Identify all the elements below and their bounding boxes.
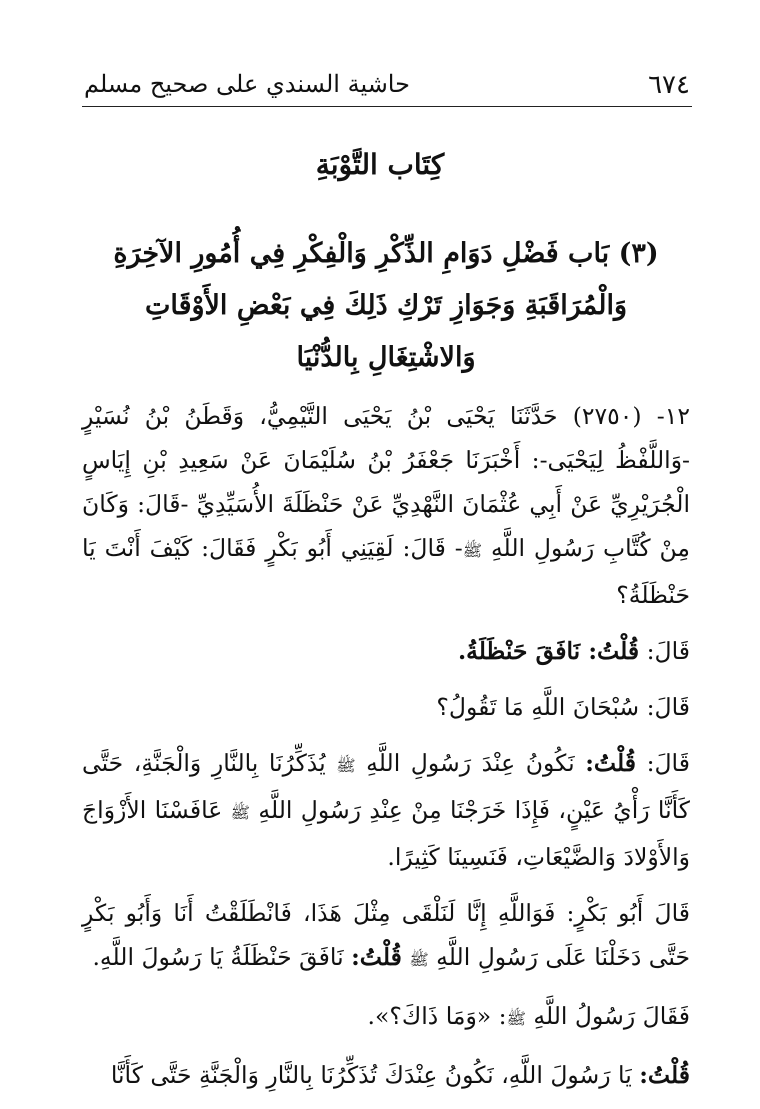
paragraph-4-text-c: عَافَسْنَا الأَزْوَاجَ وَالأَوْلادَ وَالضَّيْعَاتِ، فَنَسِينَا كَثِيرًا.	[82, 796, 690, 871]
paragraph-6	[82, 994, 690, 1041]
narration-opening: - قَالَ: لَقِيَنِي أَبُو بَكْرٍ فَقَالَ: كَيْفَ أَنْتَ يَا حَنْظَلَةُ؟	[82, 534, 690, 609]
salutation-glyph: ﷺ	[462, 541, 483, 560]
paragraph-2	[82, 629, 690, 673]
book-title: كِتَاب التَّوْبَةِ	[315, 148, 445, 181]
chapter-heading-line-2: وَالْمُرَاقَبَةِ وَجَوَازِ تَرْكِ ذَلِكَ فِي بَعْضِ الأَوْقَاتِ	[144, 290, 628, 321]
said-lead: قَالَ:	[646, 693, 690, 721]
speech-lead: قُلْتُ:	[351, 943, 402, 971]
said-lead: قَالَ:	[646, 749, 690, 777]
speech-text: قُلْتُ: نَافَقَ حَنْظَلَةُ.	[458, 637, 640, 665]
salutation-glyph: ﷺ	[230, 803, 250, 822]
chapter-heading-line-3: وَالاشْتِغَالِ بِالدُّنْيَا	[296, 342, 476, 373]
salutation-glyph: ﷺ	[336, 756, 356, 775]
said-lead: قَالَ:	[646, 637, 690, 665]
running-title: حاشية السندي على صحيح مسلم	[84, 70, 410, 98]
paragraph-5-text-b: نَافَقَ حَنْظَلَةُ يَا رَسُولَ اللَّهِ.	[92, 943, 344, 971]
paragraph-7	[82, 1053, 690, 1097]
paragraph-5-text-a: فَوَاللَّهِ إِنَّا لَنَلْقَى مِثْلَ هَذَا، فَانْطَلَقْتُ أَنَا وَأَبُو بَكْرٍ حَتَّى دَخَلْنَا عَلَى رَسُولِ اللَّهِ	[82, 899, 690, 971]
paragraph-isnad	[82, 394, 690, 617]
exclamation-text: سُبْحَانَ اللَّهِ مَا تَقُولُ؟	[436, 693, 640, 721]
salutation-glyph: ﷺ	[506, 1009, 526, 1028]
said-lead: قَالَ أَبُو بَكْرٍ:	[566, 899, 690, 927]
paragraph-6-text-a: فَقَالَ رَسُولُ اللَّهِ	[533, 1002, 690, 1030]
salutation-glyph: ﷺ	[409, 950, 429, 969]
paragraph-4	[82, 741, 690, 879]
paragraph-5	[82, 891, 690, 982]
page-header	[82, 62, 692, 107]
paragraph-6-text-b: : «وَمَا ذَاكَ؟».	[367, 1002, 507, 1030]
isnad-text: ١٢- (٢٧٥٠) حَدَّثَنَا يَحْيَى بْنُ يَحْيَى التَّيْمِيُّ، وَقَطَنُ بْنُ نُسَيْرٍ -وَاللَّفْظُ لِيَحْيَى-: أَخْبَرَنَا جَعْفَرُ بْنُ سُلَيْمَانَ عَنْ سَعِيدِ بْنِ إِيَاسٍ الْجُرَيْرِيِّ عَنْ أَبِي عُثْمَانَ النَّهْدِيِّ عَنْ حَنْظَلَةَ الأُسَيِّدِيِّ -قَالَ: وَكَانَ مِنْ كُتَّابِ رَسُولِ اللَّهِ	[82, 402, 690, 562]
chapter-heading	[86, 228, 686, 384]
paragraph-4-text-b: يُذَكِّرُنَا بِالنَّارِ وَالْجَنَّةِ، حَتَّى كَأَنَّا رَأْيُ عَيْنٍ، فَإِذَا خَرَجْنَا مِنْ عِنْدِ رَسُولِ اللَّهِ	[82, 749, 690, 824]
speech-lead: قُلْتُ:	[585, 749, 636, 777]
page-number: ٦٧٤	[648, 70, 690, 100]
paragraph-7-text: يَا رَسُولَ اللَّهِ، نَكُونُ عِنْدَكَ تُذَكِّرُنَا بِالنَّارِ وَالْجَنَّةِ حَتَّى كَأَنَّا	[110, 1061, 632, 1089]
paragraph-4-text-a: نَكُونُ عِنْدَ رَسُولِ اللَّهِ	[366, 749, 575, 777]
chapter-heading-line-1: (٣) بَاب فَضْلِ دَوَامِ الذِّكْرِ وَالْفِكْرِ فِي أُمُورِ الآخِرَةِ	[113, 238, 659, 269]
speech-lead: قُلْتُ:	[639, 1061, 690, 1089]
paragraph-3	[82, 685, 690, 729]
hadith-text	[82, 394, 690, 1109]
